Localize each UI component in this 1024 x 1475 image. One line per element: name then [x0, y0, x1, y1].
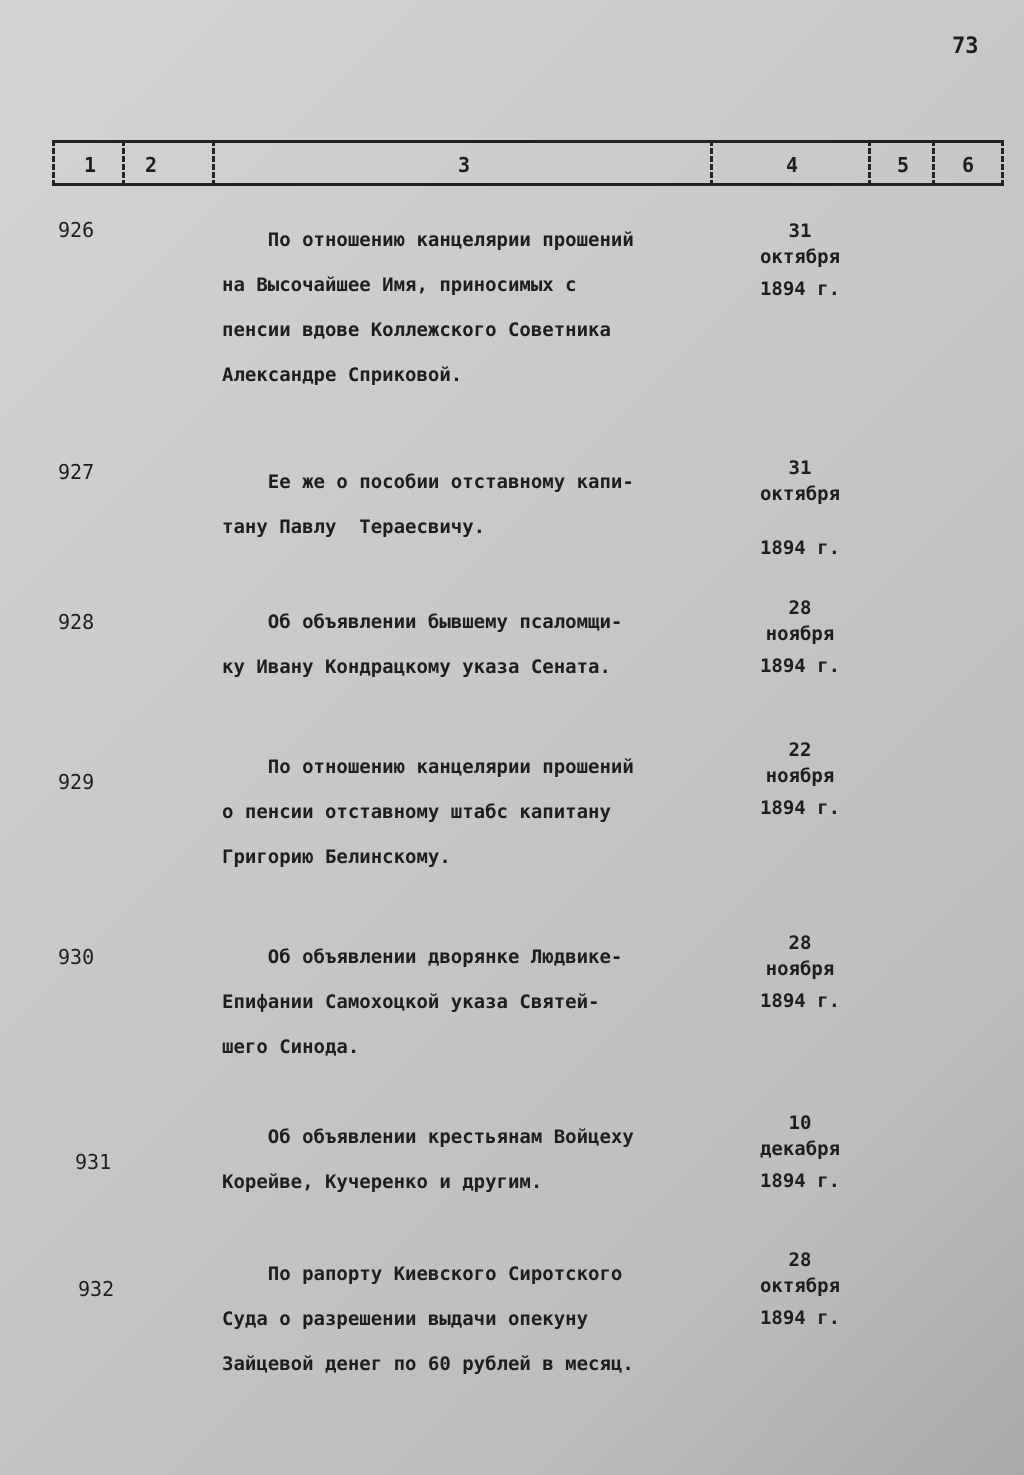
date-month: декабря [759, 1138, 841, 1160]
entry-text-line: Ее же о пособии отставному капи- [222, 471, 634, 493]
date-year: 1894 г. [759, 990, 841, 1012]
date-month: ноября [765, 958, 835, 980]
entry-text-line: шего Синода. [222, 1036, 360, 1058]
date-day: 22 [788, 739, 812, 761]
entry-text [222, 745, 732, 880]
entry-text-line: Об объявлении крестьянам Войцеху [222, 1126, 634, 1148]
entry-date [735, 737, 865, 821]
date-month: ноября [765, 765, 835, 787]
entry-text-line: пенсии вдове Коллежского Советника [222, 319, 611, 341]
entry-text-line: Епифании Самохоцкой указа Святей- [222, 991, 600, 1013]
entry-text-line: Григорию Белинскому. [222, 846, 451, 868]
date-year: 1894 г. [759, 537, 841, 559]
entry-text-line: Суда о разрешении выдачи опекуну [222, 1308, 589, 1330]
entry-text-line: Об объявлении бывшему псаломщи- [222, 611, 623, 633]
date-month: октября [759, 483, 841, 505]
entry-number: 931 [75, 1150, 112, 1174]
header-col-4: 4 [710, 140, 871, 186]
header-col-6: 6 [932, 140, 1004, 186]
date-year: 1894 г. [759, 1170, 841, 1192]
entry-number: 932 [78, 1277, 115, 1301]
entry-text-line: По отношению канцелярии прошений [222, 229, 634, 251]
entry-number: 928 [58, 610, 95, 634]
entry-text [222, 600, 732, 690]
entry-text-line: По отношению канцелярии прошений [222, 756, 634, 778]
date-year: 1894 г. [759, 797, 841, 819]
entry-date [735, 455, 865, 561]
page-number: 73 [952, 34, 979, 59]
entry-number: 930 [58, 945, 95, 969]
header-col-3: 3 [212, 140, 713, 186]
header-col-5: 5 [868, 140, 935, 186]
entry-text-line: Александре Сприковой. [222, 364, 463, 386]
date-year: 1894 г. [759, 655, 841, 677]
date-month: ноября [765, 623, 835, 645]
entry-text-line: По рапорту Киевского Сиротского [222, 1263, 623, 1285]
entry-text [222, 1252, 732, 1387]
entry-number: 927 [58, 460, 95, 484]
date-year: 1894 г. [759, 278, 841, 300]
entry-text-line: ку Ивану Кондрацкому указа Сената. [222, 656, 611, 678]
header-col-1: 1 [52, 140, 125, 186]
entry-text-line: Зайцевой денег по 60 рублей в месяц. [222, 1353, 634, 1375]
entry-text [222, 1115, 732, 1205]
entry-number: 926 [58, 218, 95, 242]
entry-date [735, 218, 865, 302]
date-day: 28 [788, 1249, 812, 1271]
date-day: 28 [788, 932, 812, 954]
entry-text [222, 218, 732, 398]
date-month: октября [759, 246, 841, 268]
date-day: 28 [788, 597, 812, 619]
entry-text-line: Об объявлении дворянке Людвике- [222, 946, 623, 968]
date-day: 31 [788, 457, 812, 479]
date-day: 31 [788, 220, 812, 242]
entry-date [735, 1110, 865, 1194]
date-year: 1894 г. [759, 1307, 841, 1329]
entry-text [222, 460, 732, 550]
date-day: 10 [788, 1112, 812, 1134]
entry-text [222, 935, 732, 1070]
entry-text-line: тану Павлу Тераесвичу. [222, 516, 486, 538]
header-rule-bottom [52, 183, 1004, 186]
table-header [52, 140, 1004, 186]
entry-date [735, 1247, 865, 1331]
entry-text-line: на Высочайшее Имя, приносимых с [222, 274, 577, 296]
date-month: октября [759, 1275, 841, 1297]
entry-text-line: Корейве, Кучеренко и другим. [222, 1171, 543, 1193]
entry-number: 929 [58, 770, 95, 794]
entry-text-line: о пенсии отставному штабс капитану [222, 801, 611, 823]
entry-date [735, 930, 865, 1014]
header-col-2: 2 [122, 140, 172, 186]
entry-date [735, 595, 865, 679]
